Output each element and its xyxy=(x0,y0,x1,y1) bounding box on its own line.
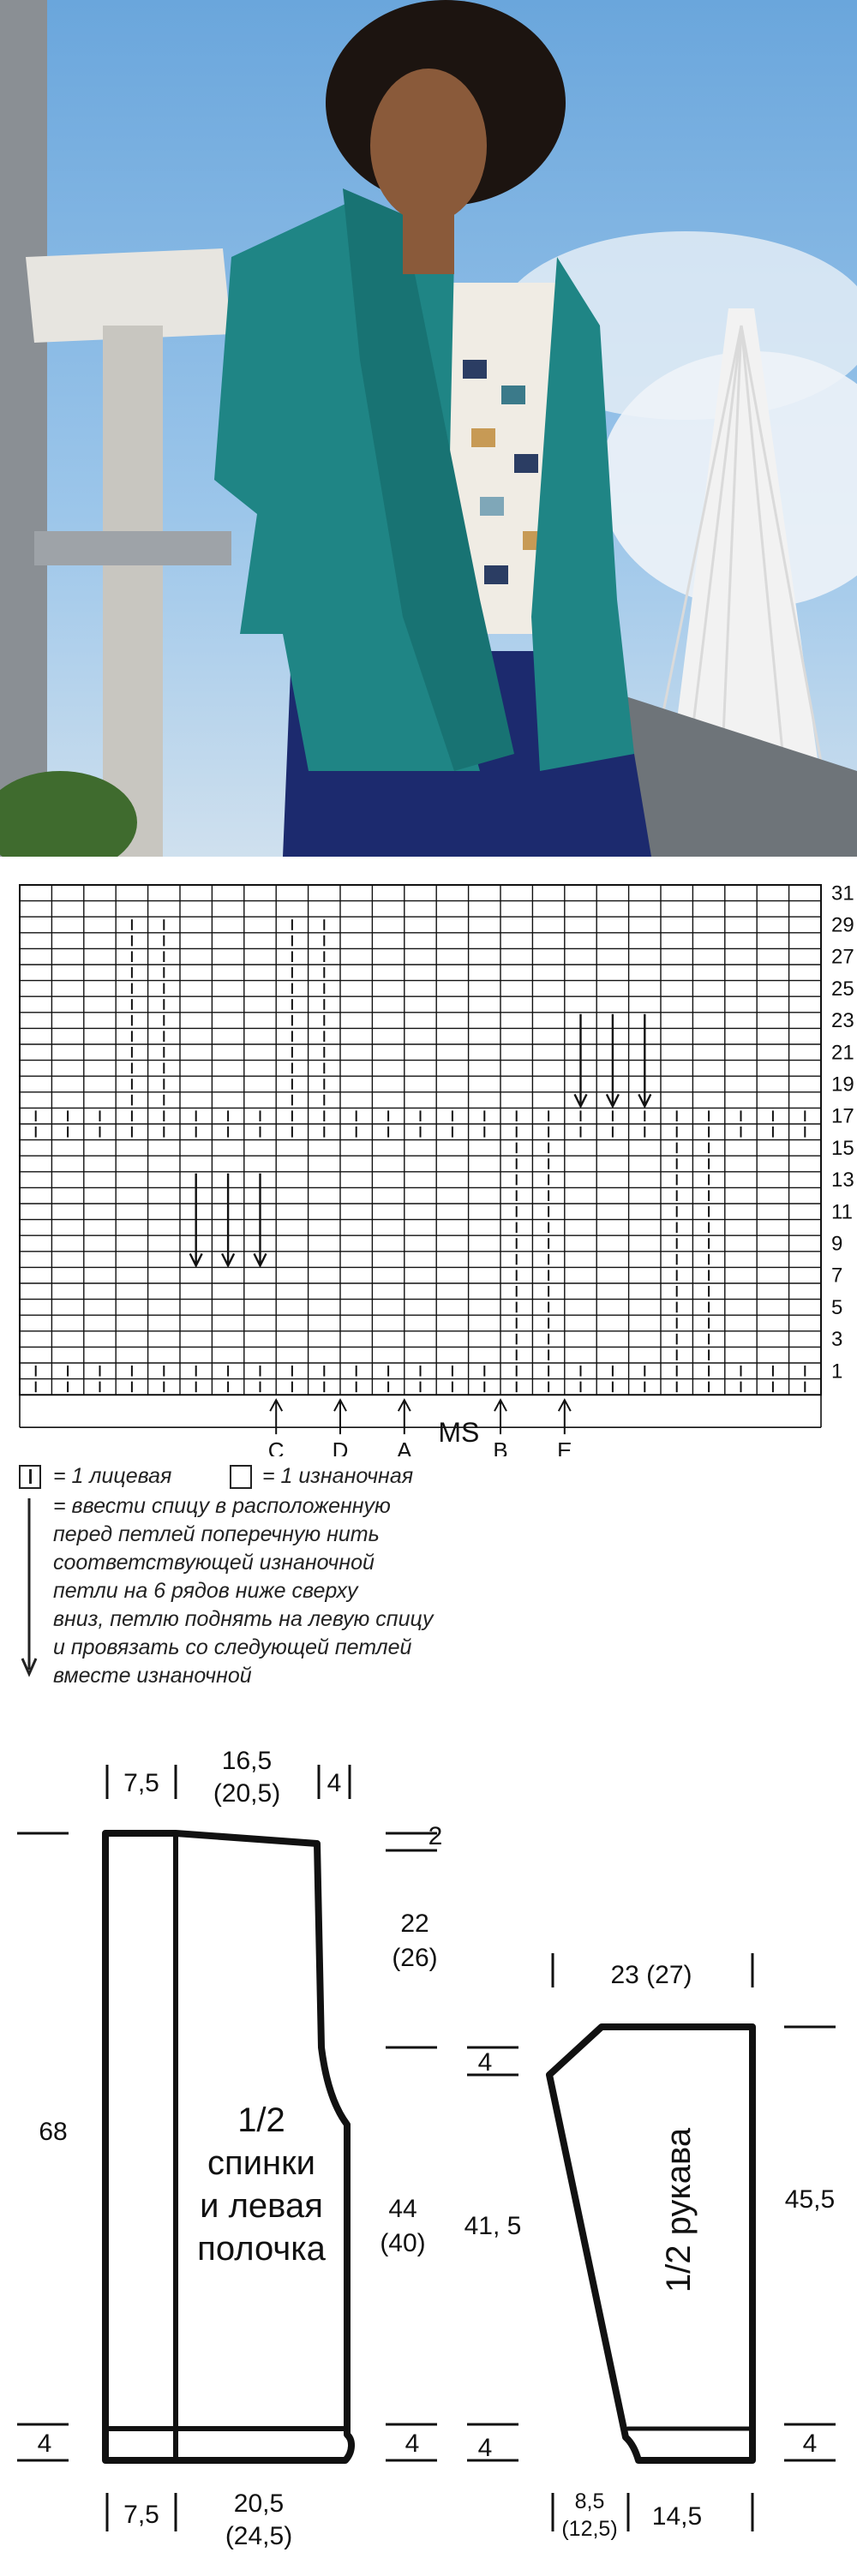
body-label-line-4: полочка xyxy=(197,2230,326,2268)
row-number-label: 5 xyxy=(831,1295,843,1319)
marker-letter-B: B xyxy=(493,1437,508,1456)
dim-bottom-width-1: 20,5 xyxy=(233,2489,285,2518)
marker-letter-D: D xyxy=(332,1437,349,1456)
dim-top-right: 4 xyxy=(327,1769,342,1797)
model-photo xyxy=(0,0,857,857)
dim-sleeve-bottom-width: 14,5 xyxy=(651,2502,703,2531)
knitting-chart xyxy=(0,857,857,1456)
legend-purl: = 1 изнаночная xyxy=(262,1464,414,1488)
dim-sleeve-top: 23 (27) xyxy=(610,1961,692,1989)
dim-sleeve-rib: 4 xyxy=(802,2430,818,2458)
dim-side-total: 41, 5 xyxy=(464,2212,522,2240)
row-number-label: 27 xyxy=(831,945,854,969)
dim-rib-left: 4 xyxy=(37,2430,52,2458)
dim-side-2: (40) xyxy=(380,2229,426,2257)
face xyxy=(370,69,487,223)
row-number-label: 17 xyxy=(831,1104,854,1128)
legend-arrow-line: вместе изнаночной xyxy=(53,1664,252,1688)
dim-top-width-1: 16,5 xyxy=(221,1747,273,1775)
stitch-grid xyxy=(0,857,857,1456)
dim-sleeve-bottom-2: (12,5) xyxy=(561,2517,618,2541)
row-number-label: 11 xyxy=(831,1200,853,1224)
row-number-label: 9 xyxy=(831,1232,843,1256)
dim-rib-right: 4 xyxy=(477,2434,493,2462)
knit-symbol-icon xyxy=(19,1465,41,1489)
sleeve-label: 1/2 рукава xyxy=(660,2127,698,2293)
ms-label: MS xyxy=(438,1417,480,1449)
row-number-label: 1 xyxy=(831,1360,843,1384)
row-number-label: 23 xyxy=(831,1009,854,1033)
purl-symbol-icon xyxy=(230,1465,252,1489)
dim-rib-mid: 4 xyxy=(405,2430,420,2458)
row-number-label: 7 xyxy=(831,1264,843,1288)
row-number-label: 31 xyxy=(831,882,854,905)
dim-side-1: 44 xyxy=(388,2195,417,2223)
dim-bottom-width-2: (24,5) xyxy=(225,2522,293,2550)
legend-arrow-line: петли на 6 рядов ниже сверху xyxy=(53,1579,358,1603)
chart-legend xyxy=(17,1456,531,1713)
legend-knit: = 1 лицевая xyxy=(53,1464,172,1488)
dim-sleeve-bottom-1: 8,5 xyxy=(574,2489,605,2513)
lamp-pole xyxy=(0,0,47,857)
marker-letter-A: A xyxy=(397,1437,412,1456)
marker-letter-C: C xyxy=(267,1437,285,1456)
dim-armhole-1: 22 xyxy=(400,1910,429,1938)
row-number-label: 29 xyxy=(831,913,854,937)
dimension-ticks xyxy=(17,1765,836,2531)
legend-arrow-line: вниз, петлю поднять на левую спицу xyxy=(53,1607,434,1631)
neck xyxy=(403,206,454,274)
arrow-symbol-icon xyxy=(17,1494,43,1682)
row-number-label: 21 xyxy=(831,1041,854,1065)
row-number-label: 25 xyxy=(831,977,854,1001)
dim-bottom-left: 7,5 xyxy=(123,2501,159,2529)
dim-top-left: 7,5 xyxy=(123,1769,159,1797)
legend-arrow-line: соответствующей изнаночной xyxy=(53,1551,375,1575)
dim-armhole-mark: 4 xyxy=(477,2048,493,2077)
dim-armhole-2: (26) xyxy=(392,1944,438,1972)
schematic-drawing xyxy=(0,1722,857,2572)
dim-sleeve-height: 45,5 xyxy=(784,2185,836,2214)
dim-shoulder: 2 xyxy=(428,1822,443,1850)
body-label-line-2: спинки xyxy=(207,2144,315,2182)
marker-letter-E: E xyxy=(557,1437,572,1456)
sleeve-outline xyxy=(549,2027,752,2460)
legend-arrow-line: и провязать со следующей петлей xyxy=(53,1635,412,1659)
legend-arrow-line: = ввести спицу в расположенную xyxy=(53,1494,391,1518)
dim-height: 68 xyxy=(39,2118,68,2146)
body-label-line-3: и левая xyxy=(200,2187,323,2225)
garment-schematic xyxy=(0,1722,857,2572)
row-number-label: 19 xyxy=(831,1073,854,1097)
body-label-line-1: 1/2 xyxy=(237,2101,285,2139)
row-number-label: 13 xyxy=(831,1168,854,1192)
photo-illustration xyxy=(0,0,857,857)
legend-arrow-line: перед петлей поперечную нить xyxy=(53,1522,380,1546)
row-number-label: 15 xyxy=(831,1136,854,1160)
dim-top-width-2: (20,5) xyxy=(213,1779,281,1808)
row-number-label: 3 xyxy=(831,1328,843,1352)
